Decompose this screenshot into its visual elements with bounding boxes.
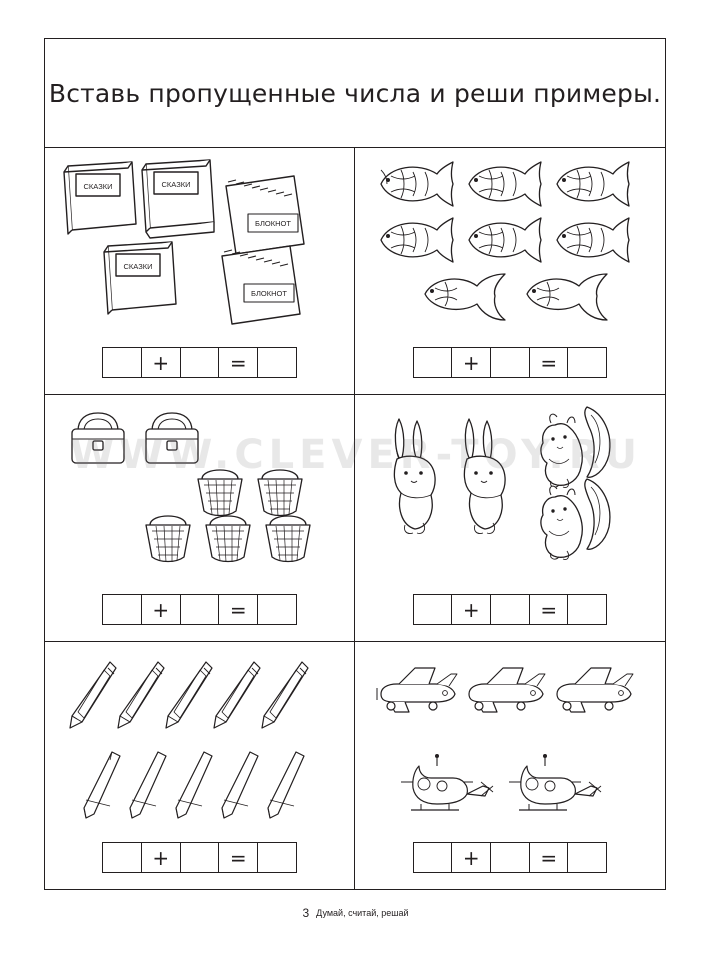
notebook-icon-2 (222, 246, 300, 324)
svg-text:БЛОКНОТ: БЛОКНОТ (250, 289, 287, 298)
equation-blank-addend1[interactable] (413, 842, 453, 873)
basket-icon-2 (258, 470, 302, 516)
page-footer (0, 906, 711, 920)
fish-outline-icon-1 (425, 274, 505, 320)
task-cell-bags-baskets (45, 395, 355, 642)
equation-blank-addend1[interactable] (102, 842, 142, 873)
equation-row-4 (355, 594, 665, 625)
fish-outline-icon-2 (527, 274, 607, 320)
squirrel-icon-2 (541, 479, 610, 560)
plus-sign: + (141, 594, 181, 625)
task-cell-books-notebooks (45, 148, 355, 395)
plus-sign: + (451, 842, 491, 873)
basket-icon-4 (206, 516, 250, 562)
plus-sign: + (141, 842, 181, 873)
plus-sign: + (451, 594, 491, 625)
pen-icon-4 (214, 662, 260, 728)
equation-blank-addend2[interactable] (180, 842, 220, 873)
equation-row-5 (45, 842, 354, 873)
svg-text:БЛОКНОТ: БЛОКНОТ (254, 219, 291, 228)
fish-icon-3 (557, 162, 629, 206)
pencil-icon-1 (84, 752, 120, 818)
equation-blank-addend1[interactable] (413, 347, 453, 378)
equation-blank-addend2[interactable] (180, 347, 220, 378)
equation-row-2 (355, 347, 665, 378)
basket-icon-1 (198, 470, 242, 516)
equation-blank-addend1[interactable] (413, 594, 453, 625)
schoolbag-icon-1 (72, 413, 124, 463)
helicopter-icon-1 (401, 754, 493, 810)
equation-row-1 (45, 347, 354, 378)
equals-sign: = (218, 842, 258, 873)
svg-text:СКАЗКИ: СКАЗКИ (83, 182, 112, 191)
fish-icon-1 (381, 162, 453, 206)
worksheet-frame (44, 38, 666, 890)
pen-icon-2 (118, 662, 164, 728)
equals-sign: = (529, 594, 569, 625)
task-illustration-books-notebooks (45, 152, 354, 342)
task-cell-pens-pencils (45, 642, 355, 889)
pencil-icon-2 (130, 752, 166, 818)
airplane-icon-2 (469, 668, 545, 712)
hare-icon-2 (464, 419, 505, 534)
squirrel-icon-1 (541, 407, 610, 488)
equation-blank-sum[interactable] (257, 347, 297, 378)
hare-icon-1 (394, 419, 435, 534)
equals-sign: = (529, 842, 569, 873)
task-illustration-fish (355, 152, 665, 342)
equation-blank-addend2[interactable] (490, 594, 530, 625)
pencil-icon-3 (176, 752, 212, 818)
task-cell-fish (355, 148, 665, 395)
task-illustration-planes-helicopters (355, 646, 665, 836)
equation-blank-sum[interactable] (567, 347, 607, 378)
equals-sign: = (529, 347, 569, 378)
equation-blank-addend2[interactable] (490, 842, 530, 873)
pencil-icon-5 (268, 752, 304, 818)
airplane-icon-3 (557, 668, 633, 712)
notebook-icon-1 (226, 176, 304, 254)
svg-text:СКАЗКИ: СКАЗКИ (123, 262, 152, 271)
equation-blank-addend1[interactable] (102, 594, 142, 625)
equation-blank-addend1[interactable] (102, 347, 142, 378)
title-bar (45, 39, 665, 148)
fish-icon-2 (469, 162, 541, 206)
task-cell-planes-helicopters (355, 642, 665, 889)
footer-caption: Думай, считай, решай (316, 908, 409, 918)
pen-icon-5 (262, 662, 308, 728)
pencil-icon-4 (222, 752, 258, 818)
fish-icon-5 (469, 218, 541, 262)
task-illustration-pens-pencils (45, 646, 354, 836)
task-grid (45, 148, 665, 889)
helicopter-icon-2 (509, 754, 601, 810)
svg-text:СКАЗКИ: СКАЗКИ (161, 180, 190, 189)
equals-sign: = (218, 594, 258, 625)
page-number: 3 (302, 906, 310, 920)
task-illustration-hares-squirrels (355, 399, 665, 589)
equation-blank-sum[interactable] (257, 842, 297, 873)
equation-row-3 (45, 594, 354, 625)
equals-sign: = (218, 347, 258, 378)
pen-icon-3 (166, 662, 212, 728)
basket-icon-5 (266, 516, 310, 562)
equation-blank-addend2[interactable] (490, 347, 530, 378)
plus-sign: + (451, 347, 491, 378)
pen-icon-1 (70, 662, 116, 728)
equation-blank-sum[interactable] (257, 594, 297, 625)
basket-icon-3 (146, 516, 190, 562)
book-icon-3 (104, 242, 176, 314)
task-illustration-bags-baskets (45, 399, 354, 589)
task-cell-hares-squirrels (355, 395, 665, 642)
equation-blank-sum[interactable] (567, 842, 607, 873)
airplane-icon-1 (377, 668, 457, 712)
fish-icon-4 (381, 218, 453, 262)
equation-blank-addend2[interactable] (180, 594, 220, 625)
equation-row-6 (355, 842, 665, 873)
book-icon-2 (142, 160, 214, 238)
fish-icon-6 (557, 218, 629, 262)
schoolbag-icon-2 (146, 413, 198, 463)
page-title: Вставь пропущенные числа и реши примеры. (48, 78, 662, 108)
book-icon-1 (64, 162, 136, 234)
plus-sign: + (141, 347, 181, 378)
equation-blank-sum[interactable] (567, 594, 607, 625)
watermark: WWW.CLEVER-TOY.RU (70, 432, 642, 478)
